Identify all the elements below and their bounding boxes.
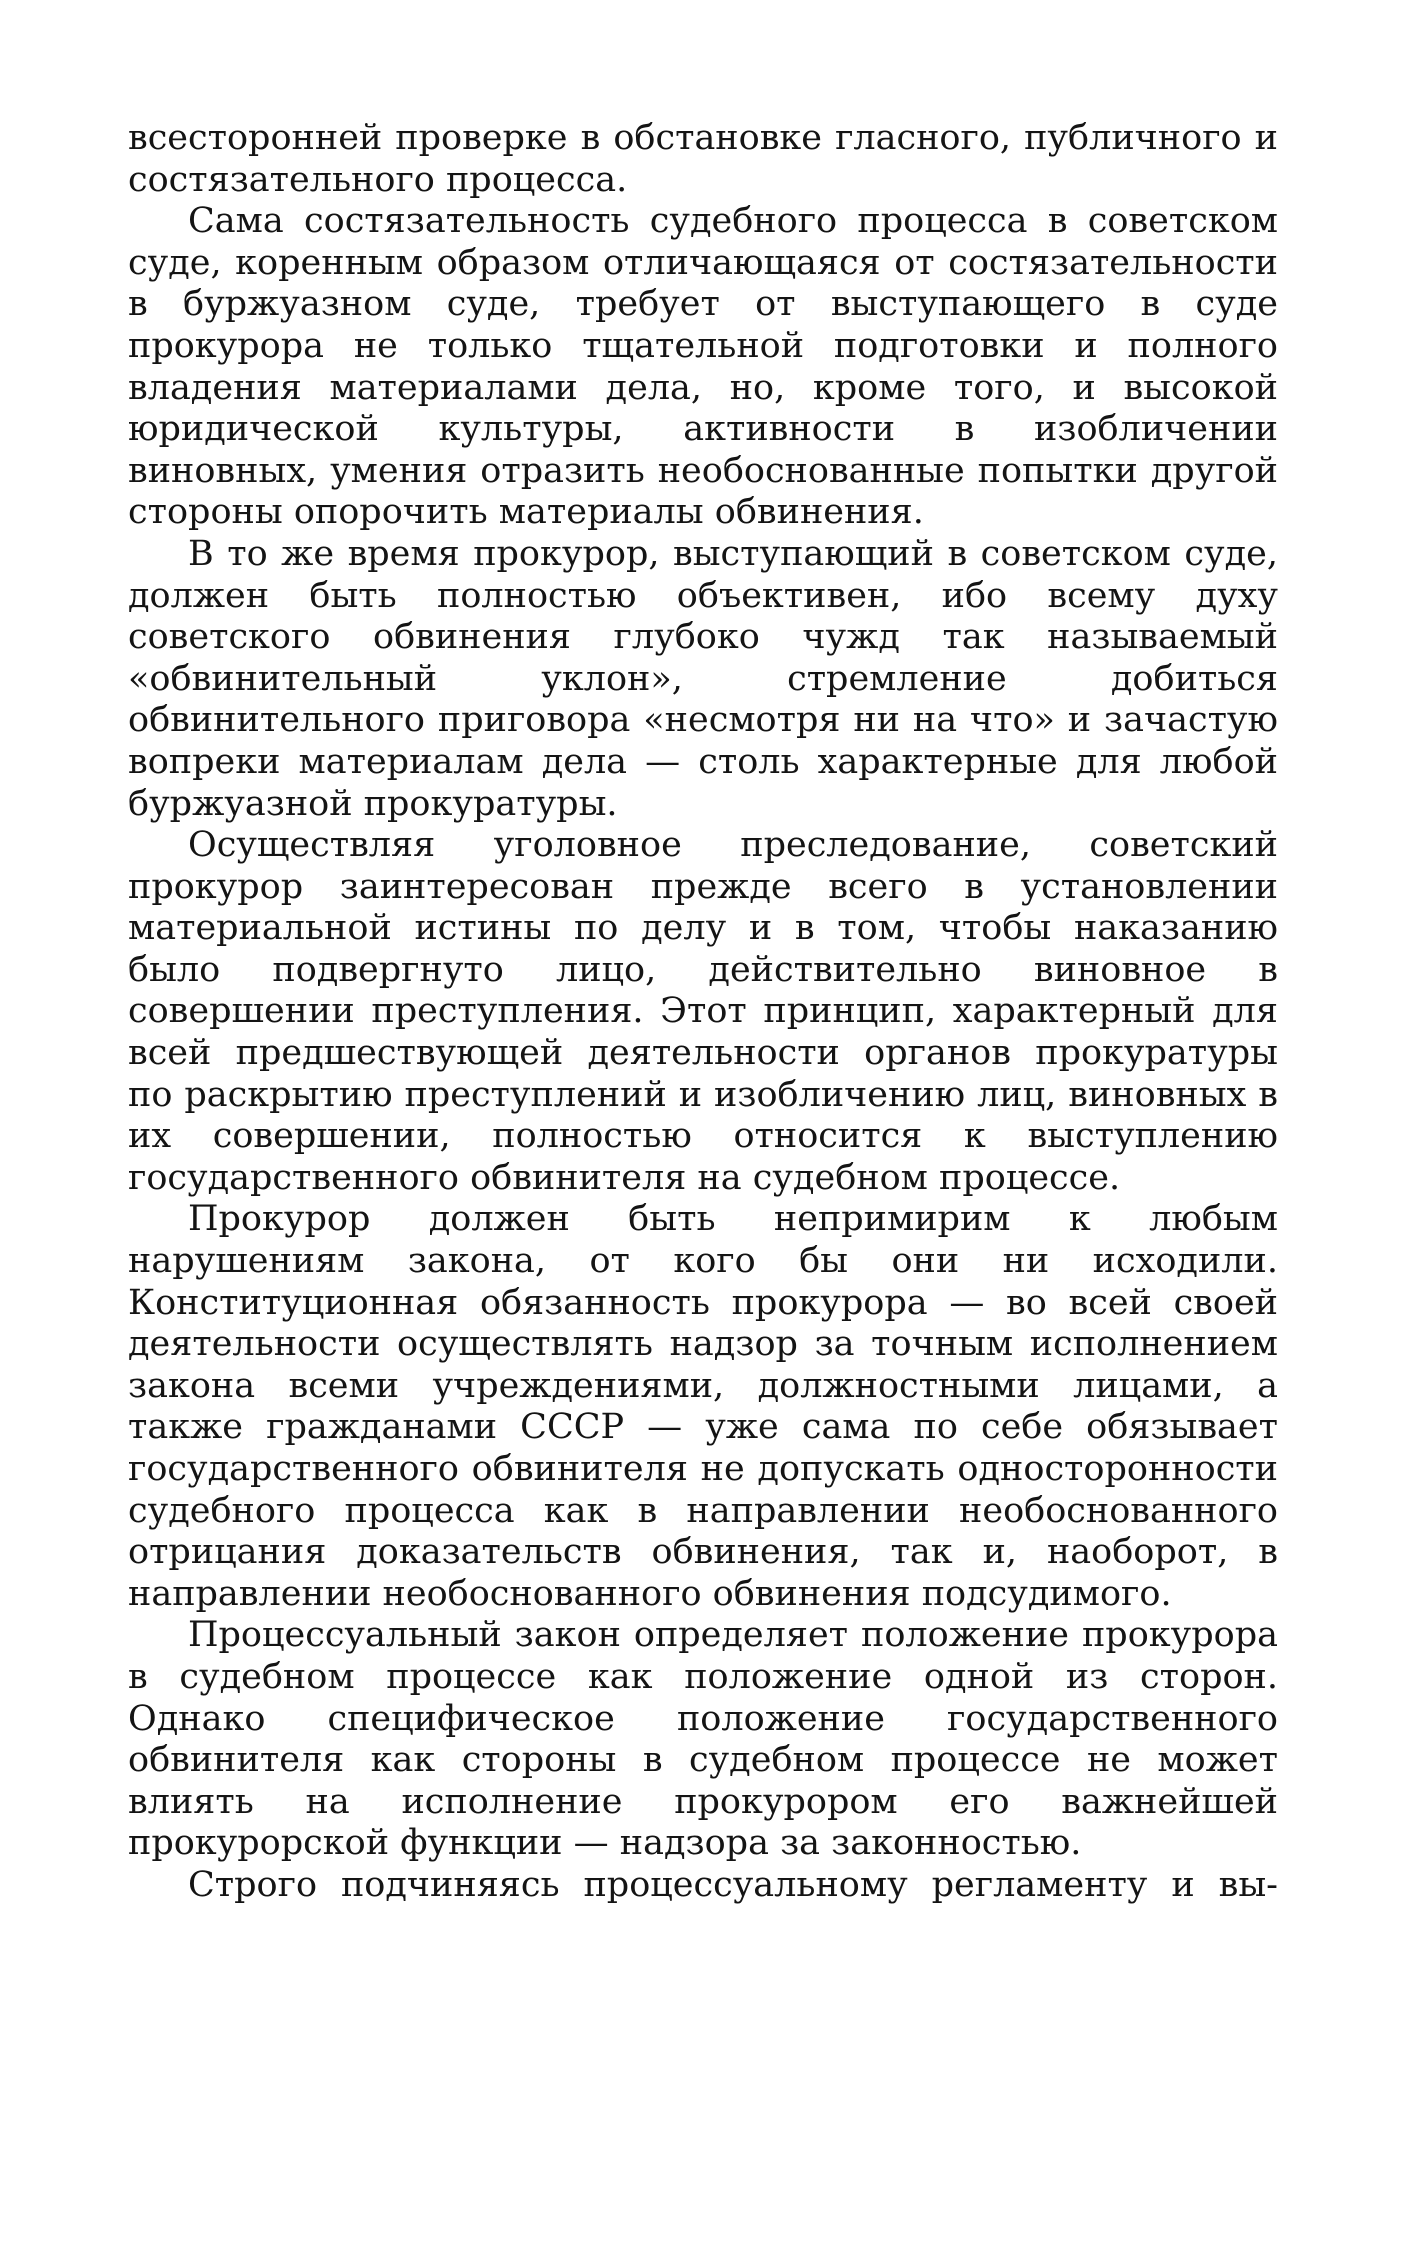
paragraph-procedural-regulation: Строго подчиняясь процессуальному регламенту и вы-	[188, 1864, 1278, 1905]
paragraph-criminal-prosecution: Осуществляя уголовное преследование, советский прокурор заинтересован прежде всего в установлении материальной истины по делу и в том, чтобы наказанию было подвергнуто лицо, действительно виновное в совершении преступления. Этот принцип, характерный для всей предшествующей деятельности органов прокуратуры по раскрытию преступлений и изобличению лиц, виновных в их совершении, полностью относится к выступлению государственного обвинителя на судебном процессе.	[128, 825, 1278, 1198]
paragraph-procedural-law: Процессуальный закон определяет положение прокурора в судебном процессе как положение одной из сторон. Однако специфическое положение государственного обвинителя как стороны в судебном процессе не может влиять на исполнение прокурором его важнейшей прокурорской функции — надзора за законностью.	[128, 1615, 1278, 1864]
paragraph-continuation: всесторонней проверке в обстановке гласного, публичного и состязательного процесса.	[128, 118, 1278, 200]
paragraph-law-violations: Прокурор должен быть непримирим к любым нарушениям закона, от кого бы они ни исходили. Конституционная обязанность прокурора — во всей своей деятельности осуществлять надзор за точным исполнением закона всеми учреждениями, должностными лицами, а также гражданами СССР — уже сама по себе обязывает государственного обвинителя не допускать односторонности судебного процесса как в направлении необоснованного отрицания доказательств обвинения, так и, наоборот, в направлении необоснованного обвинения подсудимого.	[128, 1199, 1278, 1614]
document-page	[128, 118, 1278, 1907]
paragraph-objectivity: В то же время прокурор, выступающий в советском суде, должен быть полностью объективен, ибо всему духу советского обвинения глубоко чужд так называемый «обвинительный уклон», стремление добиться обвинительного приговора «несмотря ни на что» и зачастую вопреки материалам дела — столь характерные для любой буржуазной прокуратуры.	[128, 533, 1278, 824]
paragraph-adversarial-process: Сама состязательность судебного процесса в советском суде, коренным образом отличающаяся от состязательности в буржуазном суде, требует от выступающего в суде прокурора не только тщательной подготовки и полного владения материалами дела, но, кроме того, и высокой юридической культуры, активности в изобличении виновных, умения отразить необоснованные попытки другой стороны опорочить материалы обвинения.	[128, 201, 1278, 533]
